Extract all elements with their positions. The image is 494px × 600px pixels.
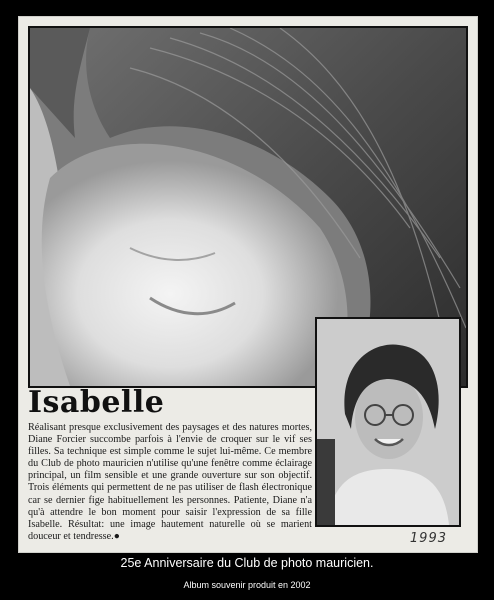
- handwritten-year: 1993: [409, 531, 447, 546]
- article-body-text: Réalisant presque exclusivement des paysages et des natures mortes, Diane Forcier succombe parfois à l'envie de croquer sur le vif ses filles. Sa technique est simple comme le sujet lui-même. Ce membre du Club de photo mauricien n'utilise qu'une fenêtre comme éclairage principal, un film sensible et une grande ouverture sur son objectif. Trois éléments qui permettent de ne pas utiliser de flash électronique car se dernier fige habituellement les personnes. Patiente, Diane n'a qu'à attendre le bon moment pour saisir l'expression de sa fille Isabelle. Résultat: une image hautement naturelle où se marient douceur et tendresse.: [28, 422, 312, 542]
- newspaper-clipping: [19, 17, 477, 552]
- portrait-image: [317, 319, 459, 525]
- article-headline: Isabelle: [28, 385, 165, 420]
- album-caption: 25e Anniversaire du Club de photo mauricien.: [120, 556, 374, 570]
- album-subcaption: Album souvenir produit en 2002: [183, 580, 311, 590]
- portrait-photo: [315, 317, 461, 527]
- article-body: [28, 422, 312, 543]
- end-mark-icon: ●: [113, 530, 120, 542]
